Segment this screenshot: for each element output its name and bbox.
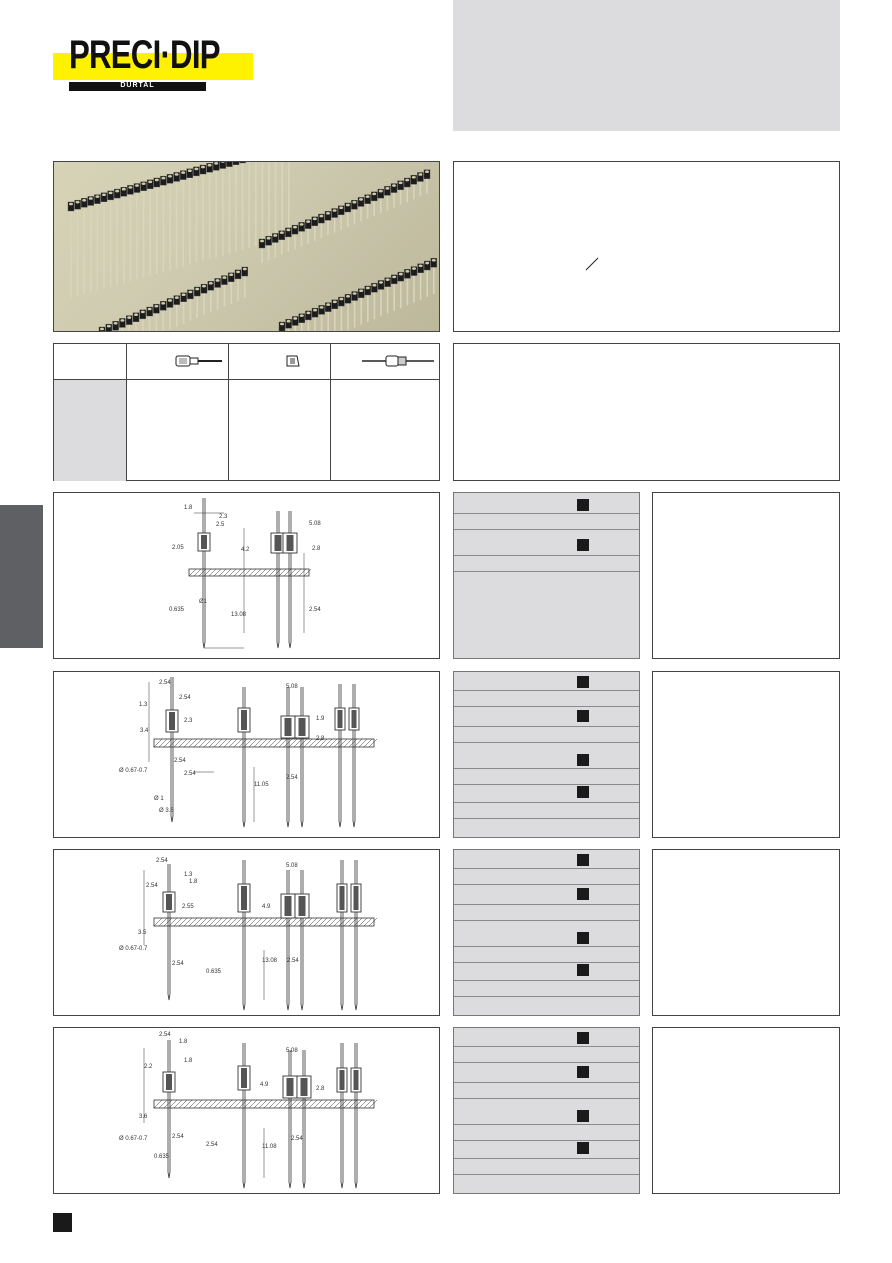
dimension-label: 13.08 [231, 612, 247, 618]
drawing-panel-1 [53, 492, 440, 659]
dimension-label: Ø 0.67-0.7 [119, 1136, 148, 1142]
selection-mark [577, 1032, 589, 1044]
dimension-label: 2.3 [219, 514, 228, 520]
dimension-label: 3.4 [140, 728, 149, 734]
selection-mark [577, 754, 589, 766]
dimension-label: 2.05 [172, 545, 184, 551]
info-panel-2 [652, 671, 840, 838]
dimension-label: 0.635 [169, 607, 185, 613]
brand-logo [53, 30, 258, 92]
spec-table-4 [453, 1027, 640, 1194]
dimension-label: 5.08 [309, 521, 321, 527]
dimension-label: 2.54 [174, 758, 186, 764]
type-table-label-cell [54, 379, 126, 481]
dimension-label: 2.54 [179, 695, 191, 701]
dimension-label: 2.54 [184, 771, 196, 777]
spec-row [454, 1140, 639, 1141]
spec-row [454, 513, 639, 514]
dimension-label: 1.3 [139, 702, 148, 708]
product-photo [53, 161, 440, 332]
selection-mark [577, 786, 589, 798]
spec-row [454, 904, 639, 905]
spec-table-3 [453, 849, 640, 1016]
info-panel-4 [652, 1027, 840, 1194]
spec-row [454, 962, 639, 963]
spec-row [454, 1158, 639, 1159]
spec-row [454, 1098, 639, 1099]
description-panel [453, 161, 840, 332]
dimension-label: Ø 0.67-0.7 [119, 768, 148, 774]
dimension-label: 3.6 [139, 1114, 148, 1120]
spec-row [454, 555, 639, 556]
selection-mark [577, 676, 589, 688]
dimension-label: 2.54 [159, 680, 171, 686]
spec-row [454, 571, 639, 572]
selection-mark [577, 888, 589, 900]
connector-photo-illustration [54, 162, 440, 332]
spec-row [454, 726, 639, 727]
dimension-label: 2.5 [216, 522, 225, 528]
spec-row [454, 768, 639, 769]
spec-row [454, 1082, 639, 1083]
spec-row [454, 1062, 639, 1063]
dimension-label: 2.55 [182, 904, 194, 910]
dimension-label: Ø 0.67-0.7 [119, 946, 148, 952]
dimension-label: 5.08 [286, 863, 298, 869]
spec-row [454, 802, 639, 803]
dimension-label: 1.8 [189, 879, 198, 885]
dimension-label: 0.635 [206, 969, 222, 975]
selection-mark [577, 1142, 589, 1154]
spec-row [454, 980, 639, 981]
dimension-label: 4.2 [241, 547, 250, 553]
dimension-label: 2.8 [316, 736, 325, 742]
spec-table-2 [453, 671, 640, 838]
machined-pin-icon [174, 353, 224, 369]
type-table [53, 343, 440, 481]
dimension-label: 2.54 [309, 607, 321, 613]
dimension-label: 2.54 [146, 883, 158, 889]
selection-mark [577, 854, 589, 866]
spec-row [454, 868, 639, 869]
spec-row [454, 996, 639, 997]
spec-row [454, 946, 639, 947]
dimension-label: 2.54 [286, 775, 298, 781]
dimension-label: 2.54 [206, 1142, 218, 1148]
spec-row [454, 784, 639, 785]
selection-mark [577, 710, 589, 722]
logo-subtitle: DURTAL [69, 82, 206, 91]
selection-mark [577, 539, 589, 551]
dimension-label: 0.635 [154, 1154, 170, 1160]
spec-row [454, 818, 639, 819]
dimension-label: 2.3 [184, 718, 193, 724]
dimension-label: 13.08 [262, 958, 278, 964]
dimension-label: 5.08 [286, 684, 298, 690]
dimension-label: 2.2 [144, 1064, 153, 1070]
spec-row [454, 920, 639, 921]
short-pin-icon [284, 353, 304, 369]
spec-row [454, 1046, 639, 1047]
spec-row [454, 690, 639, 691]
spec-table-1 [453, 492, 640, 659]
dimension-label: 3.5 [138, 930, 147, 936]
spec-row [454, 1124, 639, 1125]
dimension-label: 2.8 [316, 1086, 325, 1092]
dimension-label: Ø1 [199, 599, 208, 605]
spec-row [454, 742, 639, 743]
dimension-label: 2.54 [172, 1134, 184, 1140]
page-marker [53, 1213, 72, 1232]
dimension-label: Ø 1 [154, 796, 164, 802]
dimension-label: 5.08 [286, 1048, 298, 1054]
header-grey-panel [453, 0, 840, 131]
dimension-label: 1.8 [184, 505, 193, 511]
selection-mark [577, 932, 589, 944]
dimension-label: 4.9 [260, 1082, 269, 1088]
dimension-label: 2.54 [156, 858, 168, 864]
spec-row [454, 529, 639, 530]
side-tab [0, 505, 43, 648]
info-panel-1 [652, 492, 840, 659]
selection-mark [577, 1066, 589, 1078]
drawing-panel-3 [53, 849, 440, 1016]
dimension-label: 2.54 [291, 1136, 303, 1142]
selection-mark [577, 964, 589, 976]
spec-row [454, 884, 639, 885]
dimension-label: 1.8 [184, 1058, 193, 1064]
dimension-label: 2.54 [172, 961, 184, 967]
notes-panel [453, 343, 840, 481]
spec-row [454, 706, 639, 707]
slash-mark [584, 256, 604, 272]
selection-mark [577, 499, 589, 511]
drawing-panel-2 [53, 671, 440, 838]
dimension-label: 11.08 [262, 1144, 277, 1150]
dimension-label: 2.54 [159, 1032, 171, 1038]
dimension-label: 4.9 [262, 904, 271, 910]
dimension-label: 1.9 [316, 716, 325, 722]
drawing-panel-4 [53, 1027, 440, 1194]
dimension-label: 11.05 [254, 782, 269, 788]
dimension-label: 2.8 [312, 546, 321, 552]
dimension-label: Ø 3.6 [159, 808, 174, 814]
dimension-label: 1.3 [184, 872, 193, 878]
selection-mark [577, 1110, 589, 1122]
spec-row [454, 1174, 639, 1175]
double-pin-icon [362, 353, 434, 369]
dimension-label: 1.8 [179, 1039, 188, 1045]
logo-text: PRECI·DIP [69, 33, 220, 77]
dimension-label: 2.54 [287, 958, 299, 964]
info-panel-3 [652, 849, 840, 1016]
